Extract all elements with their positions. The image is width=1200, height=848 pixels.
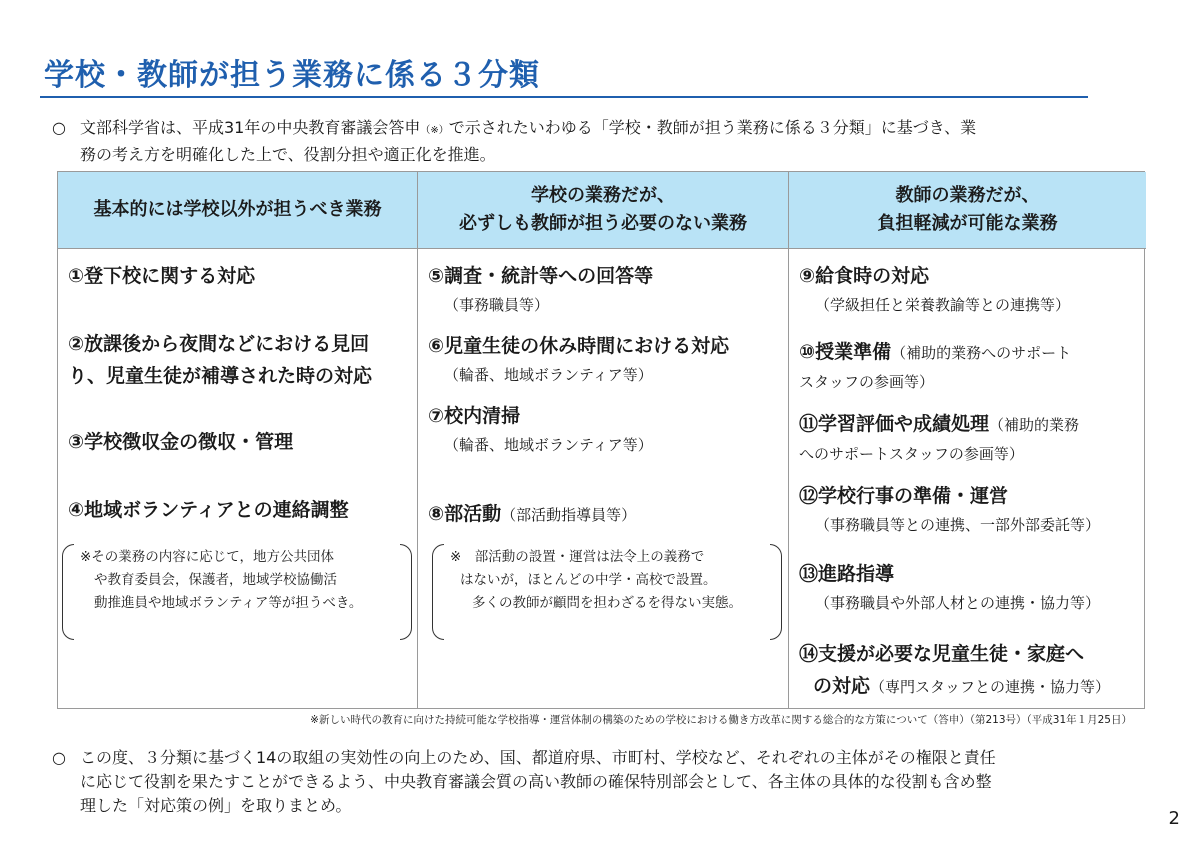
task-title: ⑬進路指導	[799, 563, 895, 585]
title-underline	[40, 96, 1088, 98]
closing-text-2: に応じて役割を果たすことができるよう、中央教育審議会質の高い教師の確保特別部会として、各主体の具体的な役割も含め整	[80, 772, 992, 791]
note-line: 動推進員や地域ボランティア等が担うべき。	[94, 595, 363, 611]
task-sub: （補助的業務	[989, 416, 1080, 434]
intro-text-1b: で示されたいわゆる「学校・教師が担う業務に係る３分類」に基づき、業	[448, 118, 977, 137]
header-line: 基本的には学校以外が担うべき業務	[93, 199, 382, 220]
intro-text-2: 務の考え方を明確化した上で、役割分担や適正化を推進。	[80, 145, 496, 164]
task-item	[68, 328, 409, 392]
task-title: ②放課後から夜間などにおける見回	[68, 333, 370, 355]
closing-paragraph	[52, 746, 1142, 818]
note-line: ※ 部活動の設置・運営は法令上の義務で	[450, 549, 705, 565]
task-sub: （学級担任と栄養教諭等との連携等）	[815, 296, 1071, 314]
column-header	[418, 172, 788, 249]
task-title: ③学校徴収金の徴収・管理	[68, 431, 294, 453]
header-line: 教師の業務だが、	[895, 185, 1040, 206]
task-sub: （補助的業務へのサポート	[891, 344, 1072, 362]
source-footnote: ※新しい時代の教育に向けた持続可能な学校指導・運営体制の構築のための学校における働き方改革に関する総合的な方策について（答申）（第213号）（平成31年１月25日）	[310, 714, 1132, 726]
task-sub: （事務職員等）	[444, 296, 550, 314]
header-line: 必ずしも教師が担う必要のない業務	[459, 213, 747, 234]
task-item	[68, 494, 409, 526]
task-title: ①登下校に関する対応	[68, 265, 256, 287]
note-bracket	[62, 544, 412, 640]
task-title: ⑧部活動	[428, 503, 502, 525]
column-teacher-reducible	[789, 172, 1146, 708]
task-title: ⑦校内清掃	[428, 405, 521, 427]
task-item	[799, 260, 1138, 318]
task-title: ⑩授業準備	[799, 341, 892, 363]
task-item	[428, 498, 780, 531]
task-sub: （輪番、地域ボランティア等）	[444, 366, 653, 384]
task-title: ④地域ボランティアとの連絡調整	[68, 499, 349, 521]
note-line: はないが，ほとんどの中学・高校で設置。	[460, 572, 717, 588]
page-number: 2	[1168, 808, 1180, 829]
task-title-cont: の対応	[813, 675, 871, 697]
column-header	[789, 172, 1146, 249]
note-bracket	[432, 544, 782, 640]
task-item	[799, 558, 1138, 616]
closing-text-1: この度、３分類に基づく14の取組の実効性の向上のため、国、都道府県、市町村、学校など、それぞれの主体がその権限と責任	[80, 748, 996, 767]
note-line: 多くの教師が顧問を担わざるを得ない実態。	[472, 595, 742, 611]
column-header	[58, 172, 417, 249]
task-item	[428, 260, 780, 318]
task-title: ⑭支援が必要な児童生徒・家庭へ	[799, 643, 1085, 665]
task-item	[799, 638, 1138, 703]
task-item	[799, 408, 1138, 467]
task-sub: （輪番、地域ボランティア等）	[444, 436, 653, 454]
task-title: ⑥児童生徒の休み時間における対応	[428, 335, 730, 357]
task-sub: （専門スタッフとの連携・協力等）	[870, 678, 1111, 696]
task-title: ⑫学校行事の準備・運営	[799, 485, 1009, 507]
task-sub: （事務職員等との連携、一部外部委託等）	[815, 516, 1101, 534]
intro-bullet: ○	[52, 118, 66, 137]
task-item	[799, 480, 1138, 538]
classification-table	[57, 171, 1145, 709]
intro-text-1a: 文部科学省は、平成31年の中央教育審議会答申	[80, 118, 421, 137]
intro-note-mark: （※）	[420, 125, 449, 136]
column-outside-school	[58, 172, 418, 708]
task-item	[68, 426, 409, 458]
task-sub-cont: スタッフの参画等）	[799, 373, 935, 391]
closing-bullet: ○	[52, 748, 66, 767]
column-school-not-teacher	[418, 172, 789, 708]
intro-paragraph	[52, 116, 1112, 167]
task-item	[799, 336, 1138, 395]
task-sub: （部活動指導員等）	[501, 506, 637, 524]
task-sub: （事務職員や外部人材との連携・協力等）	[815, 594, 1101, 612]
task-item	[428, 400, 780, 458]
note-line: ※その業務の内容に応じて，地方公共団体	[80, 549, 335, 565]
header-line: 負担軽減が可能な業務	[877, 213, 1058, 234]
closing-text-3: 理した「対応策の例」を取りまとめ。	[80, 796, 352, 815]
header-line: 学校の業務だが、	[531, 185, 675, 206]
task-sub-cont: へのサポートスタッフの参画等）	[799, 445, 1024, 463]
task-title: ⑪学習評価や成績処理	[799, 413, 990, 435]
task-item	[428, 330, 780, 388]
task-item	[68, 260, 409, 292]
task-title: ⑨給食時の対応	[799, 265, 930, 287]
task-title: ⑤調査・統計等への回答等	[428, 265, 654, 287]
page-title: 学校・教師が担う業務に係る３分類	[44, 58, 540, 93]
note-line: や教育委員会，保護者，地域学校協働活	[94, 572, 337, 588]
task-title-cont: り、児童生徒が補導された時の対応	[68, 365, 373, 387]
